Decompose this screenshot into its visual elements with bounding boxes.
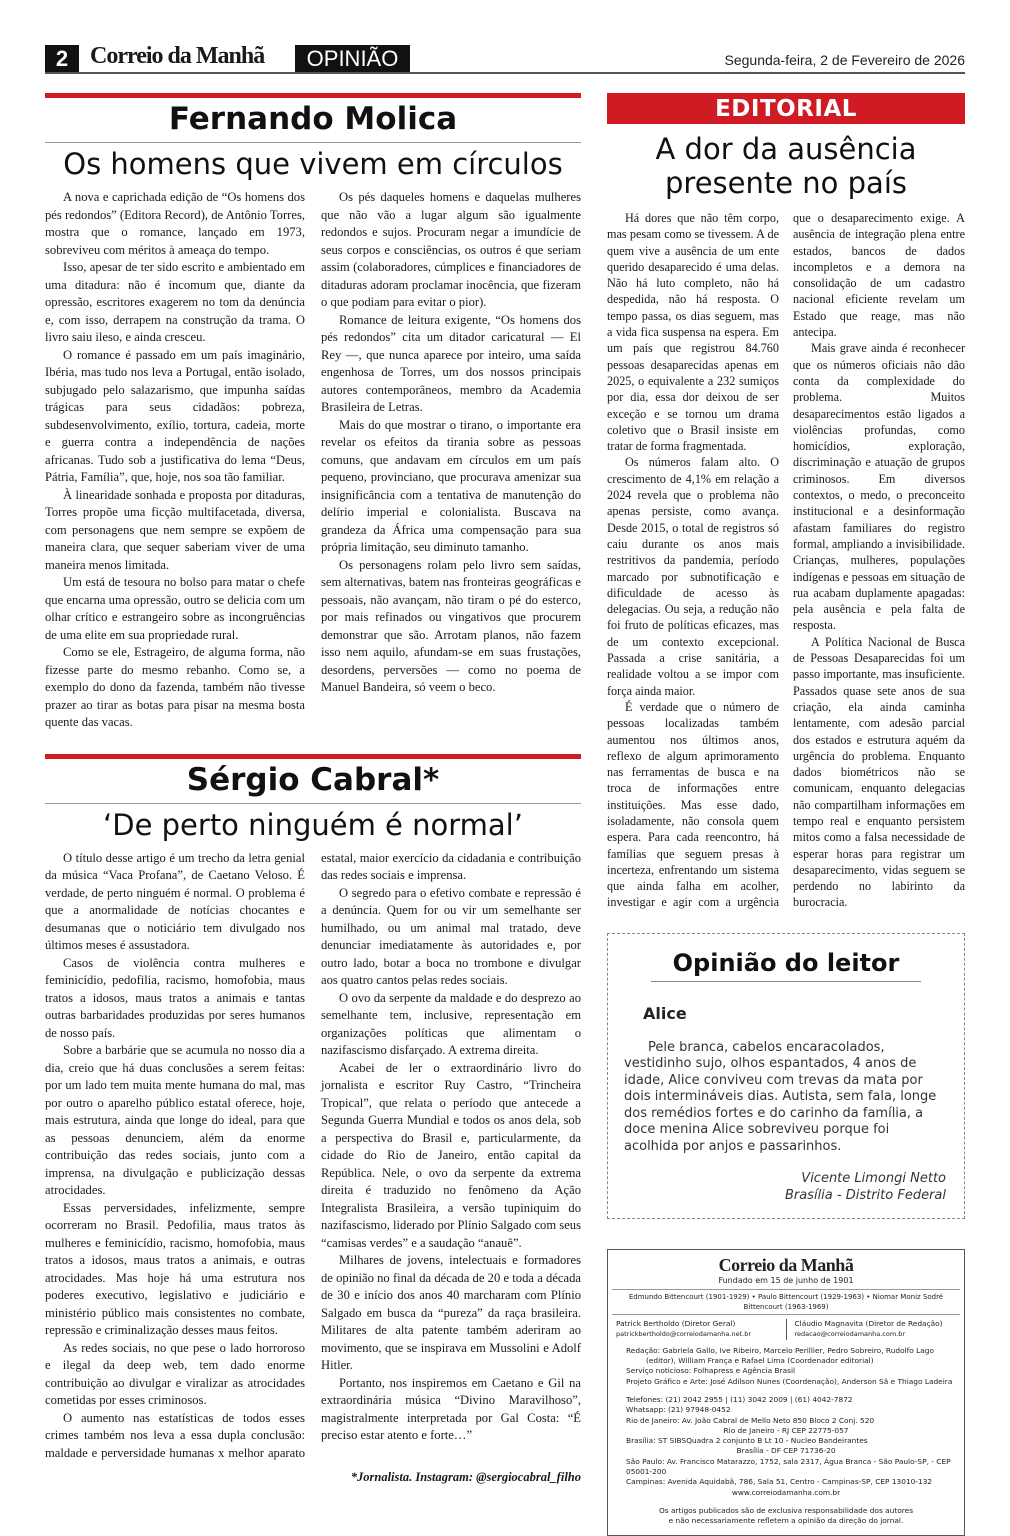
paragraph: Romance de leitura exigente, “Os homens dos pés redondos” cita um ditador caricatural — El Rey —, que nunca aparece por inteiro, uma saída engenhosa de Torres, um dos nossos principais autores contemporâneos, membro da Academia Brasileira de Letras.	[321, 312, 581, 414]
article-molica	[45, 93, 581, 732]
reader-location: Brasília - Distrito Federal	[784, 1187, 946, 1203]
paragraph: Milhares de jovens, intelectuais e formadores de opinião no final da década de 20 e toda a década de 30 e início dos anos 40 marcharam com Plínio Salgado em busca da “pureza” da raça brasileira. Militares de alta patente também aderiram ao movimento, que se inspirava em Mussolini e Adolf Hitler.	[321, 1253, 581, 1372]
staff-line: (editor), William França e Rafael Lima (Coordenador editorial)	[646, 1356, 874, 1366]
paragraph: Os números falam alto. O crescimento de 4,1% em relação a 2024 revela que o problema não apenas persiste, como avança. Desde 2015, o total de registros só caiu durante os anos mais restritivos da pandemia, período marcado por subnotificação e dificuldade de acesso às delegacias. Ou seja, a redução não foi fruto de políticas eficazes, mas de um contexto excepcional. Passada a crise sanitária, a realidade voltou a se impor com força ainda maior.	[607, 455, 779, 698]
reader-signature: Vicente Limongi Netto	[801, 1171, 946, 1187]
contact-line: Brasília: ST SIBSQuadra 2 conjunto B Lt 10 - Nucleo Bandeirantes	[626, 1436, 868, 1446]
founders: Edmundo Bittencourt (1901-1929) • Paulo Bittencourt (1929-1963) • Niomar Moniz Sodré Bittencourt (1963-1969)	[628, 1292, 944, 1311]
article-rule	[45, 93, 581, 98]
article-author: Fernando Molica	[168, 101, 458, 137]
paragraph: Um está de tesoura no bolso para matar o chefe que encarna uma opressão, outro se delicia com um olhar crítico e estrangeiro sobre as incongruências de uma elite em sua propriedade rural.	[45, 575, 305, 642]
article-title: ‘De perto ninguém é normal’	[103, 807, 523, 842]
paragraph: Isso, apesar de ter sido escrito e ambientado em uma ditadura: não é incomum que, diante da opressão, escritores exagerem no tom da denúncia e, com isso, derrapem na construção da trama. O livro saiu ileso, e ainda cresceu.	[45, 260, 305, 344]
article-rule	[45, 754, 581, 759]
paragraph: A nova e caprichada edição de “Os homens dos pés redondos” (Editora Record), de Antônio Torres, mostra que o romance, lançado em 1973, sobreviveu com méritos à ameaça do tempo.	[45, 190, 305, 257]
issue-date: Segunda-feira, 2 de Fevereiro de 2026	[724, 52, 965, 68]
paragraph: Acabei de ler o extraordinário livro do jornalista e escritor Ruy Castro, “Trincheira Tropical”, que relata o período que antecede a Segunda Guerra Mundial e todos os anos dela, sob a perspectiva do Brasil e, particularmente, da cidade do Rio de Janeiro, então capital da República. Nele, o ovo da serpente da extrema direita é traduzido no fenômeno da Ação Integralista Brasileira, a versão tupiniquim do nazifascismo, liderado por Plínio Salgado com seus “camisas verdes” e a saudação “anauê”.	[321, 1060, 581, 1250]
staff-line: Projeto Gráfico e Arte: José Adilson Nunes (Coordenação), Anderson Sã e Thiago Ladeira	[626, 1376, 953, 1386]
contact-line: Campinas: Avenida Aquidabã, 786, Sala 51, Centro - Campinas-SP, CEP 13010-132	[626, 1477, 933, 1487]
author-footnote: *Jornalista. Instagram: @sergiocabral_filho	[350, 1470, 581, 1484]
paragraph: É verdade que o número de pessoas localizadas também aumentou nos últimos anos, reflexo de algum aprimoramento nas ferramentas de busca e na troca de informações entre instituições. Mas esse dado, isoladamente, não consola quem espera. Para cada reencontro, há famílias que seguem presas à incerteza, enfrentando um sistema que ainda falha em acolher, investigar e agir com a urgência que o desaparecimento exige. A ausência de integração plena entre estados, bancos de dados incompletos e a demora na consolidação de um cadastro nacional eficiente revelam um Estado que reage, mas não antecipa.	[607, 211, 965, 910]
paragraph: A Política Nacional de Busca de Pessoas Desaparecidas foi um passo importante, mas insuficiente. Passados quase sete anos de sua criação, ela ainda caminha lentamente, com adesão parcial dos estados e estrutura aquém da urgência do problema. Enquanto dados biométricos não se comunicam, enquanto delegacias não compartilham informações em tempo real e enquanto persistem mitos como a falsa necessidade de esperar horas para registrar um desaparecimento, vidas seguem se perdendo no labirinto da burocracia.	[793, 634, 965, 910]
paragraph: Os pés daqueles homens e daquelas mulheres que não vão a lugar algum são igualmente redondos e sujos. Procuram negar a imundície de seus corpos e consciências, os outros é que seriam assim (colaboradores, cúmplices e financiadores de ditaduras adoram proclamar inocência, que fizeram o que podiam para evitar o pior).	[321, 190, 581, 309]
editorial-title-line: presente no país	[665, 166, 907, 200]
paragraph: O aumento nas estatísticas de todos esses crimes também nos leva a essa dupla conclusão: maldade e perversidade humanas x melhor aparato estatal, maior exercício da cidadania e contribuição das redes sociais e imprensa.	[45, 850, 581, 1460]
divider	[651, 981, 921, 982]
disclaimer: Os artigos publicados são de exclusiva responsabilidade dos autores	[658, 1505, 914, 1515]
staff-line: Redação: Gabriela Gallo, Ive Ribeiro, Marcelo Perillier, Pedro Sobreiro, Rudolfo Lago	[626, 1345, 934, 1355]
contact-line: Whatsapp: (21) 97948-0452	[626, 1405, 731, 1415]
director-name: Cláudio Magnavita (Diretor de Redação)	[794, 1319, 943, 1329]
paragraph: À linearidade sonhada e proposta por ditaduras, Torres propõe uma ficção multifacetada, diversa, com personagens que nem sempre se expõem de maneira clara, que sequer saberiam viver de uma maneira menos limitada.	[45, 487, 305, 572]
staff-line: Serviço noticioso: Folhapress e Agência Brasil	[626, 1366, 796, 1376]
director-email[interactable]: redacao@correiodamanha.com.br	[794, 1330, 906, 1339]
reader-box-title: Opinião do leitor	[672, 948, 900, 977]
header-rule	[45, 72, 965, 74]
contact-line: São Paulo: Av. Francisco Matarazzo, 1752, sala 2317, Água Branca - São Paulo-SP, - CEP 05001-200	[626, 1456, 951, 1477]
contact-line: Rio de Janeiro - RJ CEP 22775-057	[723, 1425, 849, 1435]
article-cabral	[45, 754, 581, 1486]
paragraph: As redes sociais, no que pese o lado horroroso e ilegal da deep web, tem dado enorme contribuição ao divulgar e viralizar as atrocidades cometidas por esses criminosos.	[45, 1340, 305, 1407]
reader-letter-text: Pele branca, cabelos encaracolados, vestidinho sujo, olhos espantados, 4 anos de idade, Alice conviveu com trevas da mata por dois intermináveis dias. Autista, sem fala, longe dos remédios fortes e do carinho da família, a doce menina Alice sobreviveu porque foi acolhida por anjos e passarinhos.	[624, 1039, 937, 1154]
divider	[612, 1314, 960, 1315]
paragraph: O ovo da serpente da maldade e do desprezo ao semelhante tem, inclusive, representação em organizações políticas que alimentam o nazifascismo disfarçado. A extrema direita.	[321, 990, 581, 1057]
article-author: Sérgio Cabral*	[186, 761, 440, 798]
right-column	[607, 93, 965, 1536]
reader-opinion-box	[607, 933, 965, 1220]
editorial-title-line: A dor da ausência	[655, 132, 917, 166]
paragraph: Como se ele, Estrageiro, de alguma forma, não fizesse parte do mesmo rebanho. Como se, a exemplo do dono da fazenda, também não tivesse prazer ao tirar as botas para pisar na mesma bosta quente das vacas.	[45, 645, 305, 729]
article-title: Os homens que vivem em círculos	[63, 147, 563, 181]
masthead-logo: Correio da Manhã	[718, 1255, 854, 1276]
contact-line: Brasília - DF CEP 71736-20	[736, 1446, 836, 1456]
paragraph: Portanto, nos inspiremos em Caetano e Gil na extraordinária música “Divino Maravilhoso”, magistralmente interpretada por Gal Costa: “É preciso estar atento e forte…”	[321, 1375, 581, 1442]
article-body	[45, 850, 581, 1463]
reader-letter-title: Alice	[643, 1003, 687, 1023]
page-number: 2	[45, 45, 79, 72]
divider	[45, 142, 581, 143]
newspaper-logo: Correio da Manhã	[90, 43, 265, 69]
director-name: Patrick Bertholdo (Diretor Geral)	[616, 1319, 736, 1329]
divider	[45, 803, 581, 804]
paragraph: O título desse artigo é um trecho da letra genial da música “Vaca Profana”, de Caetano Veloso. É verdade, de perto ninguém é normal. O problema é que a anormalidade de notícias chocantes e desumanas que o noticiário tem divulgado nos últimos meses é assustadora.	[45, 850, 305, 952]
paragraph: Mais do que mostrar o tirano, o importante era revelar os efeitos da tirania sobre as pessoas comuns, que andavam em círculos em um país pequeno, provinciano, que procurava amenizar sua insignificância com a tentativa de manutenção do delírio imperial e colonialista. Buscava na grandeza da África uma compensação para sua própria limitação, seu diminuto tamanho.	[321, 417, 581, 554]
paragraph: Essas perversidades, infelizmente, sempre ocorreram no Brasil. Pedofilia, maus tratos às mulheres e feminicídio, racismo, homofobia, maus tratos a idosos, maus tratos a animais, e outras atrocidades. Mas hoje há uma estrutura nos poderes executivo, legislativo e judiciário e ministério público mais consistentes no combate, repressão e criminalização desses maus feitos.	[45, 1200, 305, 1337]
divider	[612, 1289, 960, 1290]
paragraph: Sobre a barbárie que se acumula no nosso dia a dia, creio que há duas conclusões a serem feitas: por um lado tem muita mente humana do mal, mas por outro o aparelho público estatal oferece, hoje, mais estrutura, ainda que longe do ideal, para que as pessoas denunciem, além da enorme contribuição das redes sociais, junto com a imprensa, na divulgação e publicização dessas atrocidades.	[45, 1043, 305, 1197]
paragraph: Os personagens rolam pelo livro sem saídas, sem alternativas, batem nas fronteiras geográficas e pessoais, não avançam, não tiram o pé do esterco, por mais refinados ou vingativos que procurem demonstrar que são. Arrotam planos, não fazem isso nem aquilo, afundam-se em suas frustações, desordens, perversões — como no poema de Manuel Bandeira, só veem o beco.	[321, 557, 581, 694]
editorial-body	[607, 210, 965, 911]
paragraph: Casos de violência contra mulheres e feminicídio, pedofilia, racismo, homofobia, maus tratos a idosos, maus tratos a animais e tantas outras barbaridades produzidas por seres humanos de nosso país.	[45, 955, 305, 1040]
paragraph: O romance é passado em um país imaginário, Ibéria, mas tudo nos leva a Portugal, então isolado, subjugado pelo salazarismo, que impunha saídas trágicas para seus cidadãos: pobreza, subdesenvolvimento, exílio, tortura, cadeia, morte e guerra contra a independência de nações africanas. Tudo sob a justificativa do lema “Deus, Pátria, Família”, que, hoje, nos soa tão familiar.	[45, 347, 305, 484]
section-label: OPINIÃO	[295, 45, 410, 72]
disclaimer: e não necessariamente refletem a opinião da direção do jornal.	[668, 1516, 904, 1526]
paragraph: Mais grave ainda é reconhecer que os números oficiais não dão conta da complexidade do problema. Muitos desaparecimentos estão ligados a violências profundas, como homicídios, exploração, discriminação e atuação de grupos criminosos. Em diversos contextos, o medo, o preconceito institucional e a desinformação afastam familiares do registro formal, ampliando a invisibilidade. Crianças, mulheres, populações indígenas e pessoas em situação de rua acabam duplamente apagadas: pela ausência e pela falta de resposta.	[793, 341, 965, 633]
contact-line: Rio de Janeiro: Av. João Cabral de Mello Neto 850 Bloco 2 Conj. 520	[626, 1415, 875, 1425]
contact-line: Telefones: (21) 2042 2955 | (11) 3042 2009 | (61) 4042-7872	[626, 1394, 853, 1404]
founded-date: Fundado em 15 de junho de 1901	[718, 1276, 854, 1286]
website-link[interactable]: www.correiodamanha.com.br	[731, 1487, 841, 1497]
editorial-label: EDITORIAL	[607, 93, 965, 124]
masthead-box	[607, 1249, 965, 1535]
editorial-title	[607, 132, 965, 200]
left-column	[45, 93, 581, 1485]
article-body	[45, 189, 581, 732]
paragraph: Há dores que não têm corpo, mas pesam como se tivessem. A de quem vive a ausência de um ente querido desaparecido é uma delas. Não há luto completo, não há despedida, não há resposta. O tempo passa, os dias seguem, mas a vida fica suspensa na espera. Em um país que registrou 84.760 pessoas desaparecidas apenas em 2025, o equivalente a 232 sumiços por dia, essa dor deixou de ser exceção e se tornou um drama coletivo que o Brasil insiste em tratar de forma fragmentada.	[607, 211, 779, 454]
director-email[interactable]: patrickbertholdo@correiodamanha.net.br	[616, 1330, 751, 1339]
paragraph: O segredo para o efetivo combate e repressão é a denúncia. Quem for ou vir um semelhante ser humilhado, ou um animal mal tratado, deve denunciar imediatamente às autoridades e, por outro lado, botar a boca no trombone e divulgar aos quatro cantos pelas redes sociais.	[321, 885, 581, 987]
